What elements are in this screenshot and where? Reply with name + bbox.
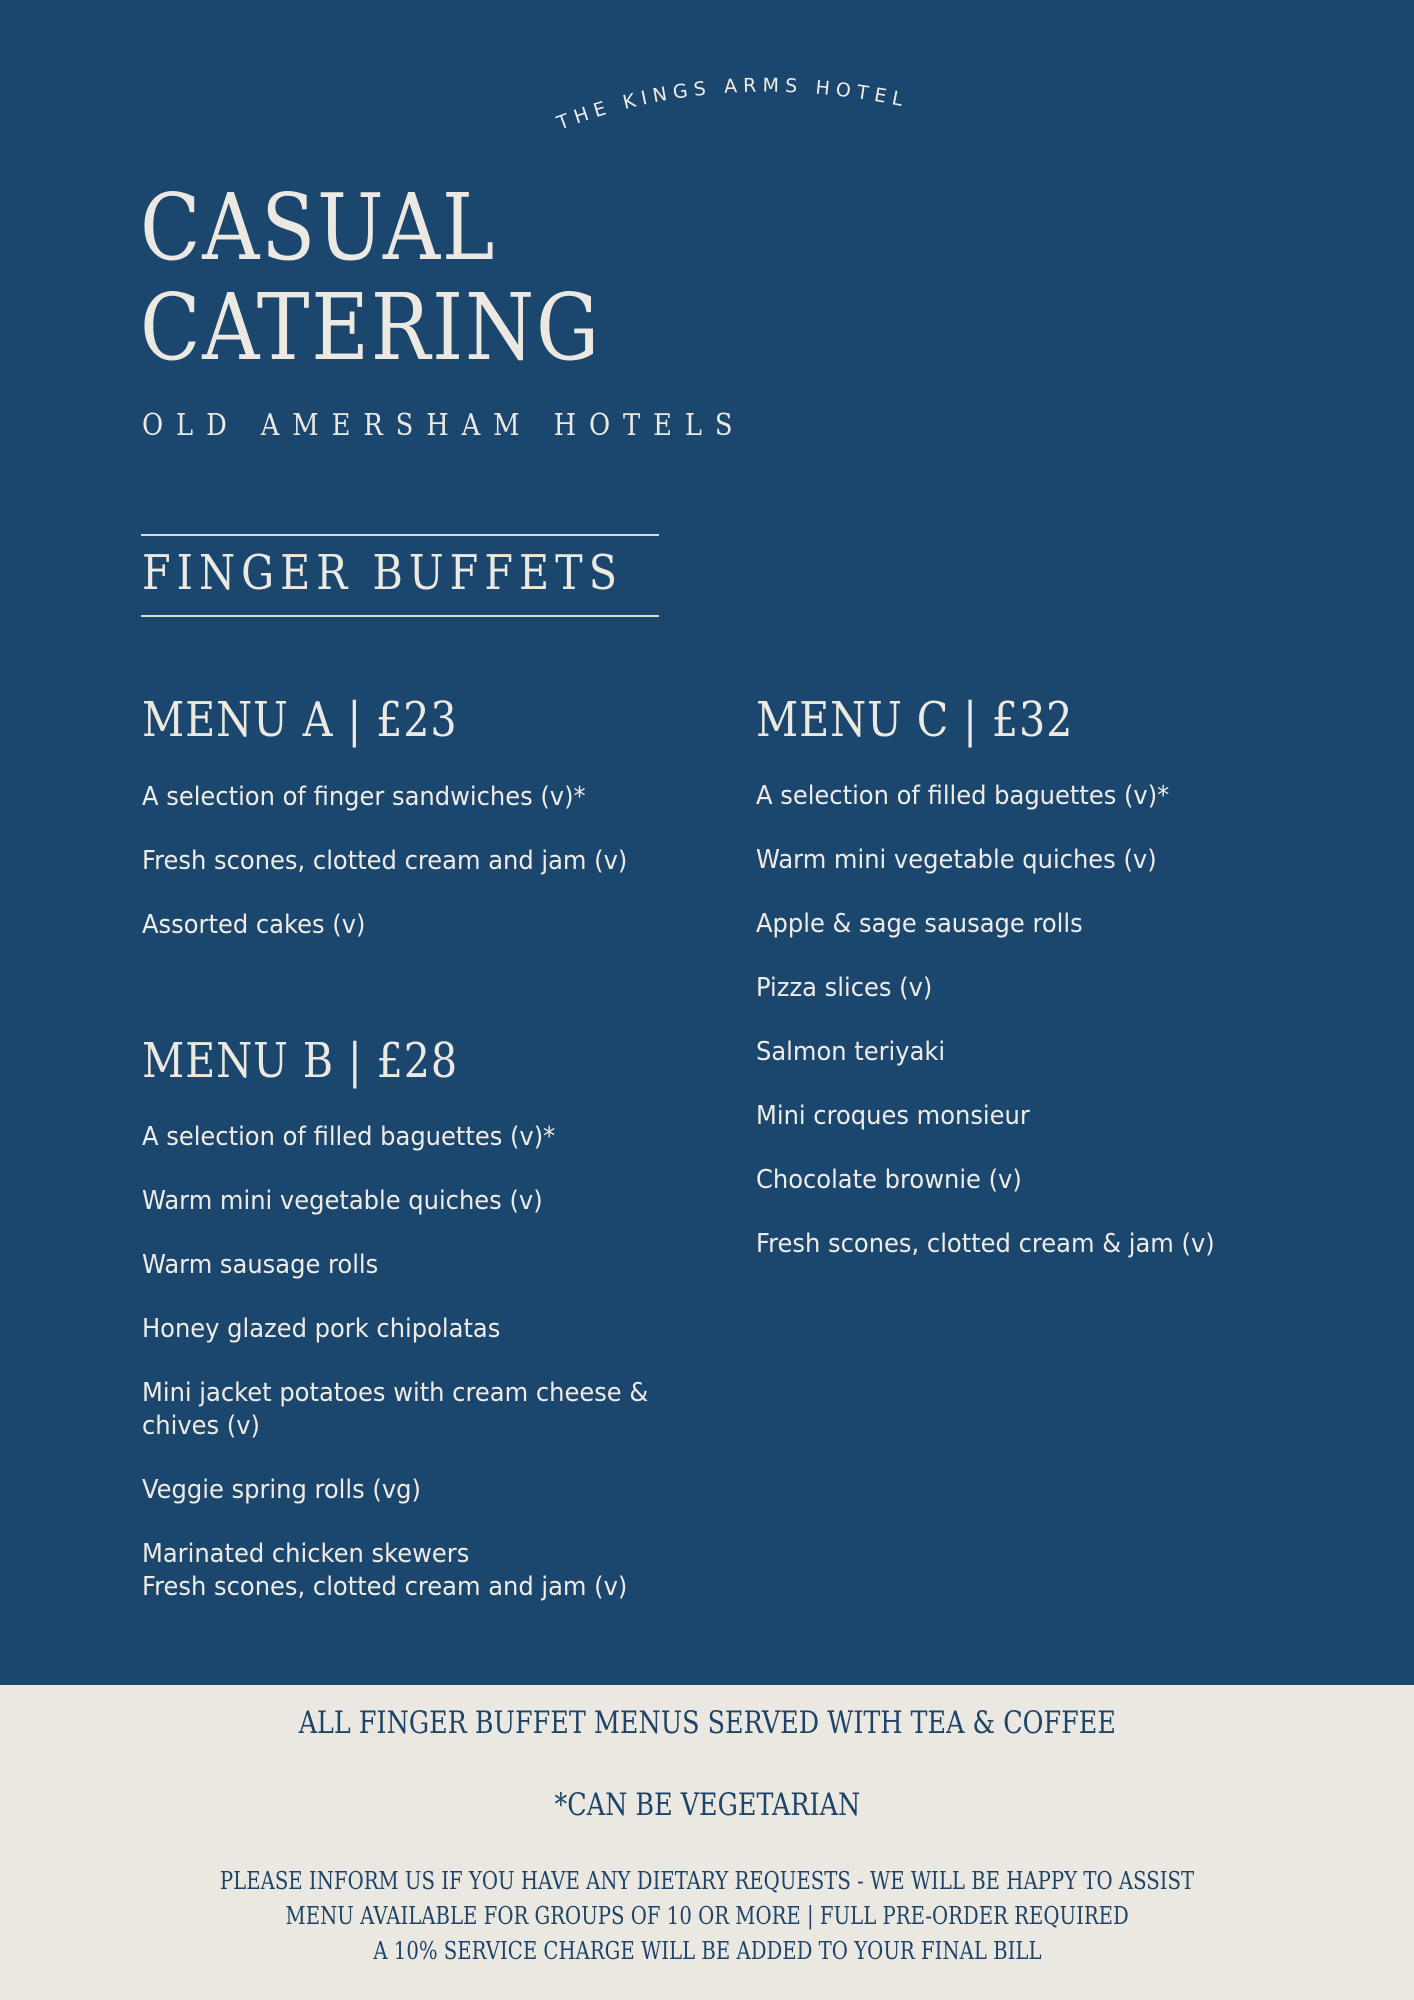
menu-c-item: Apple & sage sausage rolls [756,909,1083,939]
footer-line-text: *CAN BE VEGETARIAN [554,1787,860,1823]
menu-b-heading: MENU B | £28 [142,1033,459,1089]
menu-c-item: Salmon teriyaki [756,1037,946,1067]
footer-line-text: MENU AVAILABLE FOR GROUPS OF 10 OR MORE | FULL PRE-ORDER REQUIRED [285,1902,1129,1930]
footer-dietary-note [0,1867,1414,1895]
footer-group-note [0,1902,1414,1930]
menu-c-item: Pizza slices (v) [756,973,933,1003]
hotel-arc-logo [540,70,920,160]
menu-c-item: Mini croques monsieur [756,1101,1030,1131]
section-divider-bottom [141,615,659,617]
footer-service-charge-note [0,1937,1414,1965]
footer-notes [0,1685,1414,2000]
menu-b-item: Mini jacket potatoes with cream cheese & chives (v) [142,1378,649,1441]
menu-a-list [142,781,682,973]
menu-b-item: A selection of filled baguettes (v)* [142,1122,556,1152]
menu-b-item: Warm sausage rolls [142,1250,379,1280]
hotel-logo-text: THE KINGS ARMS HOTEL [554,74,911,135]
page-subtitle: OLD AMERSHAM HOTELS [142,408,746,443]
footer-line-text: A 10% SERVICE CHARGE WILL BE ADDED TO YOUR FINAL BILL [372,1937,1042,1965]
menu-a-item: Fresh scones, clotted cream and jam (v) [142,846,628,876]
menu-c-item: Fresh scones, clotted cream & jam (v) [756,1229,1215,1259]
menu-c-item: Warm mini vegetable quiches (v) [756,845,1157,875]
menu-b-item: Veggie spring rolls (vg) [142,1475,421,1505]
menu-b-item: Warm mini vegetable quiches (v) [142,1186,543,1216]
section-divider-top [141,534,659,536]
menu-a-item: A selection of finger sandwiches (v)* [142,782,586,812]
footer-line-text: PLEASE INFORM US IF YOU HAVE ANY DIETARY REQUESTS - WE WILL BE HAPPY TO ASSIST [219,1867,1195,1895]
footer-line-text: ALL FINGER BUFFET MENUS SERVED WITH TEA & COFFEE [298,1705,1116,1741]
page-title [140,174,601,381]
menu-a-item: Assorted cakes (v) [142,910,366,940]
menu-b-item: Marinated chicken skewers Fresh scones, clotted cream and jam (v) [142,1539,628,1602]
footer-vegetarian-note [0,1787,1414,1823]
menu-c-item: A selection of filled baguettes (v)* [756,781,1170,811]
menu-a-heading: MENU A | £23 [142,692,458,748]
menu-b-list [142,1121,702,1635]
menu-c-heading: MENU C | £32 [756,692,1074,748]
menu-c-item: Chocolate brownie (v) [756,1165,1022,1195]
title-line-2: CATERING [140,274,601,381]
title-line-1: CASUAL [140,174,497,281]
footer-tea-coffee-note [0,1705,1414,1741]
menu-c-list [756,780,1316,1292]
section-title: FINGER BUFFETS [142,545,624,601]
menu-b-item: Honey glazed pork chipolatas [142,1314,501,1344]
